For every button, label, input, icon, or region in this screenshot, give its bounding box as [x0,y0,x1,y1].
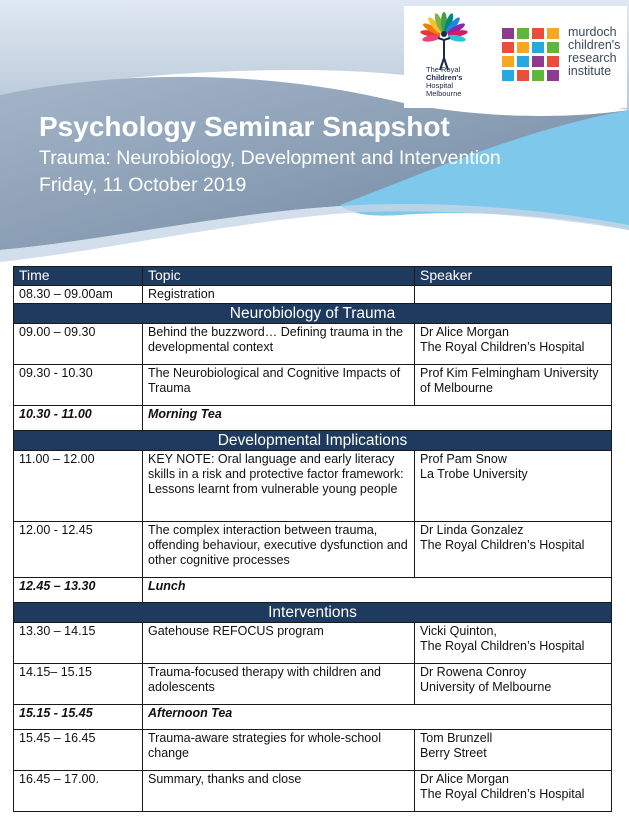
speaker-cell: Prof Pam Snow La Trobe University [415,451,612,522]
mcri-logo-mark [502,28,562,84]
section-title: Developmental Implications [14,431,612,451]
topic-cell: Lunch [143,578,612,603]
page-title: Psychology Seminar Snapshot [39,111,450,142]
speaker-cell: Vicki Quinton, The Royal Children’s Hospital [415,623,612,664]
column-header-time: Time [14,267,143,286]
time-cell: 12.45 – 13.30 [14,578,143,603]
topic-cell: The complex interaction between trauma, offending behaviour, executive dysfunction and other cognitive processes [143,522,415,578]
schedule-header-row [14,267,612,286]
speaker-cell: Dr Linda Gonzalez The Royal Children’s Hospital [415,522,612,578]
time-cell: 14.15– 15.15 [14,664,143,705]
section-header-row [14,304,612,324]
mcri-logo-text [568,26,629,78]
mcri-line: institute [568,64,612,78]
topic-cell: KEY NOTE: Oral language and early literacy skills in a risk and protective factor framework: Lessons learnt from vulnerable young people [143,451,415,522]
speaker-cell [415,286,612,304]
mcri-line: murdoch [568,25,617,39]
schedule-row [14,730,612,771]
speaker-cell: Dr Rowena Conroy University of Melbourne [415,664,612,705]
schedule-body [14,286,612,812]
time-cell: 15.15 - 15.45 [14,705,143,730]
speaker-cell: Dr Alice Morgan The Royal Children’s Hospital [415,771,612,812]
topic-cell: Gatehouse REFOCUS program [143,623,415,664]
topic-cell: Trauma-aware strategies for whole-school change [143,730,415,771]
time-cell: 15.45 – 16.45 [14,730,143,771]
time-cell: 10.30 - 11.00 [14,406,143,431]
schedule-row [14,286,612,304]
break-row [14,578,612,603]
section-title: Interventions [14,603,612,623]
speaker-cell: Tom Brunzell Berry Street [415,730,612,771]
topic-cell: Afternoon Tea [143,705,612,730]
section-header-row [14,603,612,623]
schedule-row [14,324,612,365]
schedule-row [14,365,612,406]
time-cell: 09.30 - 10.30 [14,365,143,406]
schedule-row [14,522,612,578]
schedule-row [14,451,612,522]
page-subtitle: Trauma: Neurobiology, Development and Intervention [39,147,501,169]
time-cell: 13.30 – 14.15 [14,623,143,664]
rch-logo-text [426,66,486,98]
topic-cell: Morning Tea [143,406,612,431]
topic-cell: Summary, thanks and close [143,771,415,812]
break-row [14,705,612,730]
speaker-cell: Dr Alice Morgan The Royal Children’s Hospital [415,324,612,365]
mcri-line: research [568,51,617,65]
time-cell: 12.00 - 12.45 [14,522,143,578]
time-cell: 16.45 – 17.00. [14,771,143,812]
logo-panel [404,6,627,108]
section-header-row [14,431,612,451]
section-title: Neurobiology of Trauma [14,304,612,324]
topic-cell: Trauma-focused therapy with children and adolescents [143,664,415,705]
rch-line: Melbourne [426,89,462,98]
time-cell: 09.00 – 09.30 [14,324,143,365]
mcri-line: children's [568,38,621,52]
topic-cell: The Neurobiological and Cognitive Impacts of Trauma [143,365,415,406]
time-cell: 08.30 – 09.00am [14,286,143,304]
column-header-topic: Topic [143,267,415,286]
time-cell: 11.00 – 12.00 [14,451,143,522]
schedule-row [14,623,612,664]
schedule-row [14,771,612,812]
seminar-date: Friday, 11 October 2019 [39,174,247,196]
break-row [14,406,612,431]
schedule-table [13,266,612,812]
topic-cell: Registration [143,286,415,304]
rch-line: Hospital [426,81,454,90]
speaker-cell: Prof Kim Felmingham University of Melbourne [415,365,612,406]
topic-cell: Behind the buzzword… Defining trauma in the developmental context [143,324,415,365]
rch-line: Children's [426,73,463,82]
column-header-speaker: Speaker [415,267,612,286]
schedule-row [14,664,612,705]
rch-line: The Royal [426,65,461,74]
